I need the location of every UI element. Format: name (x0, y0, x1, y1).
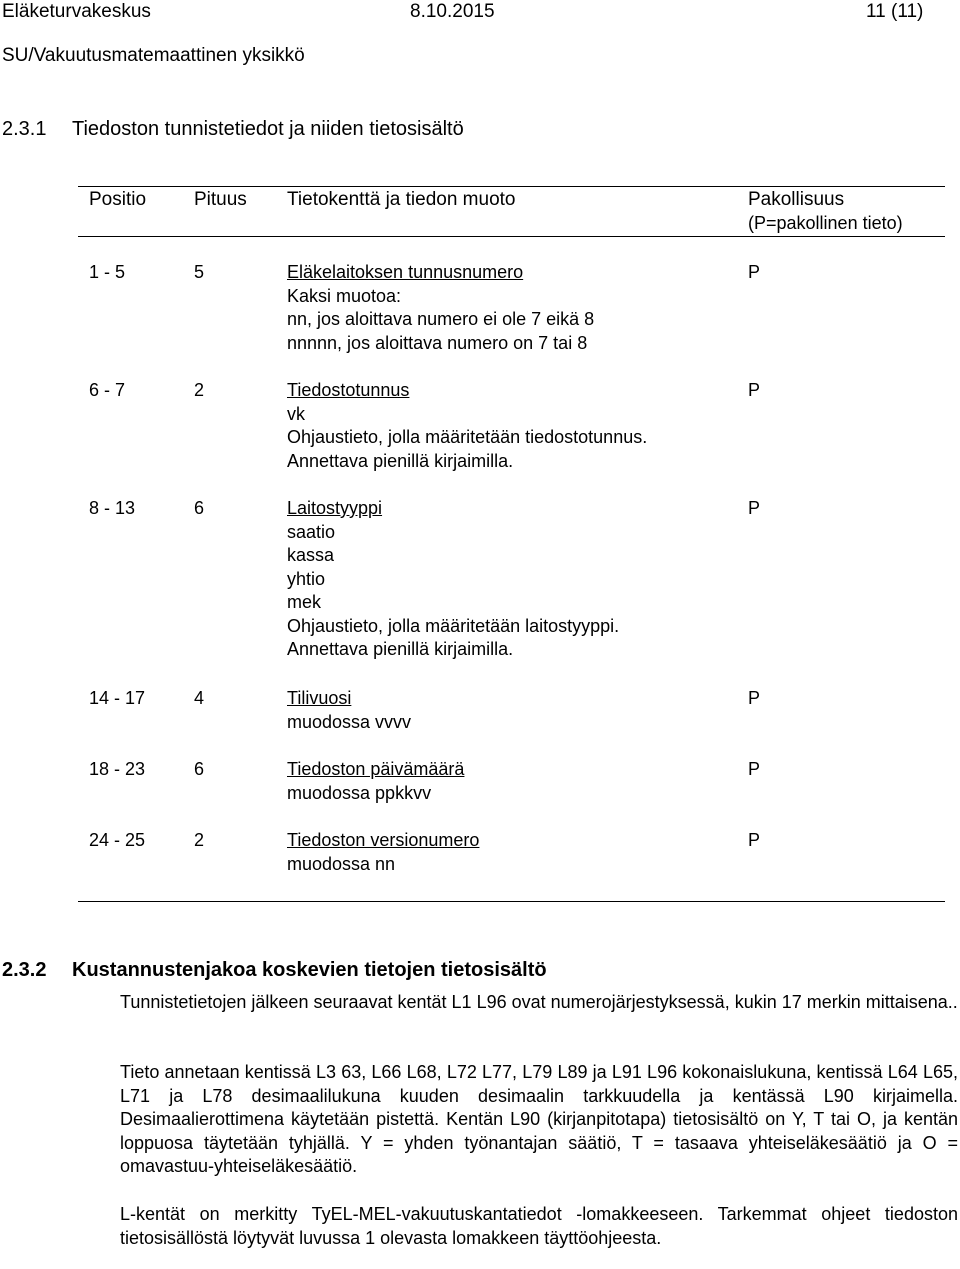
field-name: Tilivuosi (287, 688, 352, 708)
column-header-length: Pituus (194, 189, 247, 210)
field-detail: Ohjaustieto, jolla määritetään tiedostotunnus. (287, 427, 648, 447)
column-header-field: Tietokenttä ja tiedon muoto (287, 189, 516, 210)
header-unit: SU/Vakuutusmatemaattinen yksikkö (2, 45, 305, 66)
field-name: Tiedoston päivämäärä (287, 759, 465, 779)
field-detail: Annettava pienillä kirjaimilla. (287, 450, 514, 471)
row-field (287, 497, 619, 662)
row-length: 6 (194, 759, 205, 779)
table-top-rule (78, 186, 945, 187)
field-name: Eläkelaitoksen tunnusnumero (287, 262, 524, 282)
row-required: P (748, 380, 761, 400)
row-field (287, 687, 411, 734)
header-page-number: 11 (11) (866, 1, 924, 22)
row-field (287, 379, 647, 473)
field-detail: muodossa ppkkvv (287, 782, 432, 803)
section-title: Tiedoston tunnistetiedot ja niiden tietosisältö (72, 118, 464, 140)
field-detail: muodossa vvvv (287, 711, 412, 732)
row-required: P (748, 688, 761, 708)
body-paragraph: L-kentät on merkitty TyEL-MEL-vakuutuskantatiedot -lomakkeeseen. Tarkemmat ohjeet tiedoston tietosisällöstä löytyvät luvussa 1 olevasta lomakkeen täyttöohjeesta. (120, 1204, 958, 1248)
field-name: Tiedoston versionumero (287, 830, 480, 850)
field-detail: kassa (287, 545, 335, 565)
row-field (287, 758, 464, 805)
field-detail: Ohjaustieto, jolla määritetään laitostyyppi. (287, 615, 620, 636)
row-position: 6 - 7 (89, 380, 126, 400)
section-heading-2-3-2 (2, 959, 547, 982)
field-detail: muodossa nn (287, 853, 396, 874)
row-length: 4 (194, 688, 205, 708)
column-header-position: Positio (89, 189, 147, 210)
section-number: 2.3.1 (2, 118, 47, 140)
row-required: P (748, 759, 761, 779)
column-header-required: Pakollisuus (748, 189, 845, 210)
body-paragraph: Tieto annetaan kentissä L3 63, L66 L68, L72 L77, L79 L89 ja L91 L96 kokonaislukuna, kentissä L64 L65, L71 ja L78 desimaalilukuna kuuden desimaalin tarkkuudella ja kentässä L90 kirjaimella. Desimaalierottimena käytetään pistettä. Kentän L90 (kirjanpitotapa) tietosisältö on Y, T tai O, ja kentän loppuosa täytetään tyhjällä. Y = yhden työnantajan säätiö, T = tasaava yhteiseläkesäätiö ja O = omavastuu-yhteiseläkesäätiö. (120, 1062, 958, 1176)
header-organization: Eläketurvakeskus (2, 1, 151, 22)
row-length: 2 (194, 380, 205, 400)
row-position: 24 - 25 (89, 830, 146, 850)
row-required: P (748, 498, 761, 518)
row-required: P (748, 262, 761, 282)
field-detail: vk (287, 403, 305, 424)
field-detail: Annettava pienillä kirjaimilla. (287, 639, 514, 659)
header-date: 8.10.2015 (410, 1, 495, 22)
row-position: 8 - 13 (89, 498, 136, 518)
field-detail: saatio (287, 521, 336, 542)
row-field (287, 829, 479, 876)
field-detail: nn, jos aloittava numero ei ole 7 eikä 8 (287, 309, 595, 329)
row-position: 18 - 23 (89, 759, 146, 779)
row-length: 6 (194, 498, 205, 518)
row-position: 1 - 5 (89, 262, 126, 282)
column-header-required-note: (P=pakollinen tieto) (748, 213, 903, 233)
body-paragraph: Tunnistetietojen jälkeen seuraavat kentät L1 L96 ovat numerojärjestyksessä, kukin 17 merkin mittaisena.. (120, 992, 958, 1012)
section-heading-2-3-1 (2, 118, 464, 141)
table-bottom-rule (78, 901, 945, 902)
row-required: P (748, 830, 761, 850)
field-detail: nnnnn, jos aloittava numero on 7 tai 8 (287, 332, 588, 353)
section-title: Kustannustenjakoa koskevien tietojen tietosisältö (72, 959, 547, 981)
row-position: 14 - 17 (89, 688, 146, 708)
section-number: 2.3.2 (2, 959, 47, 981)
row-length: 5 (194, 262, 205, 282)
field-name: Laitostyyppi (287, 498, 383, 518)
row-field (287, 261, 594, 355)
field-detail: Kaksi muotoa: (287, 285, 402, 306)
field-detail: mek (287, 592, 322, 612)
row-length: 2 (194, 830, 205, 850)
table-header-rule (78, 236, 945, 237)
field-name: Tiedostotunnus (287, 380, 410, 400)
field-detail: yhtio (287, 568, 326, 589)
